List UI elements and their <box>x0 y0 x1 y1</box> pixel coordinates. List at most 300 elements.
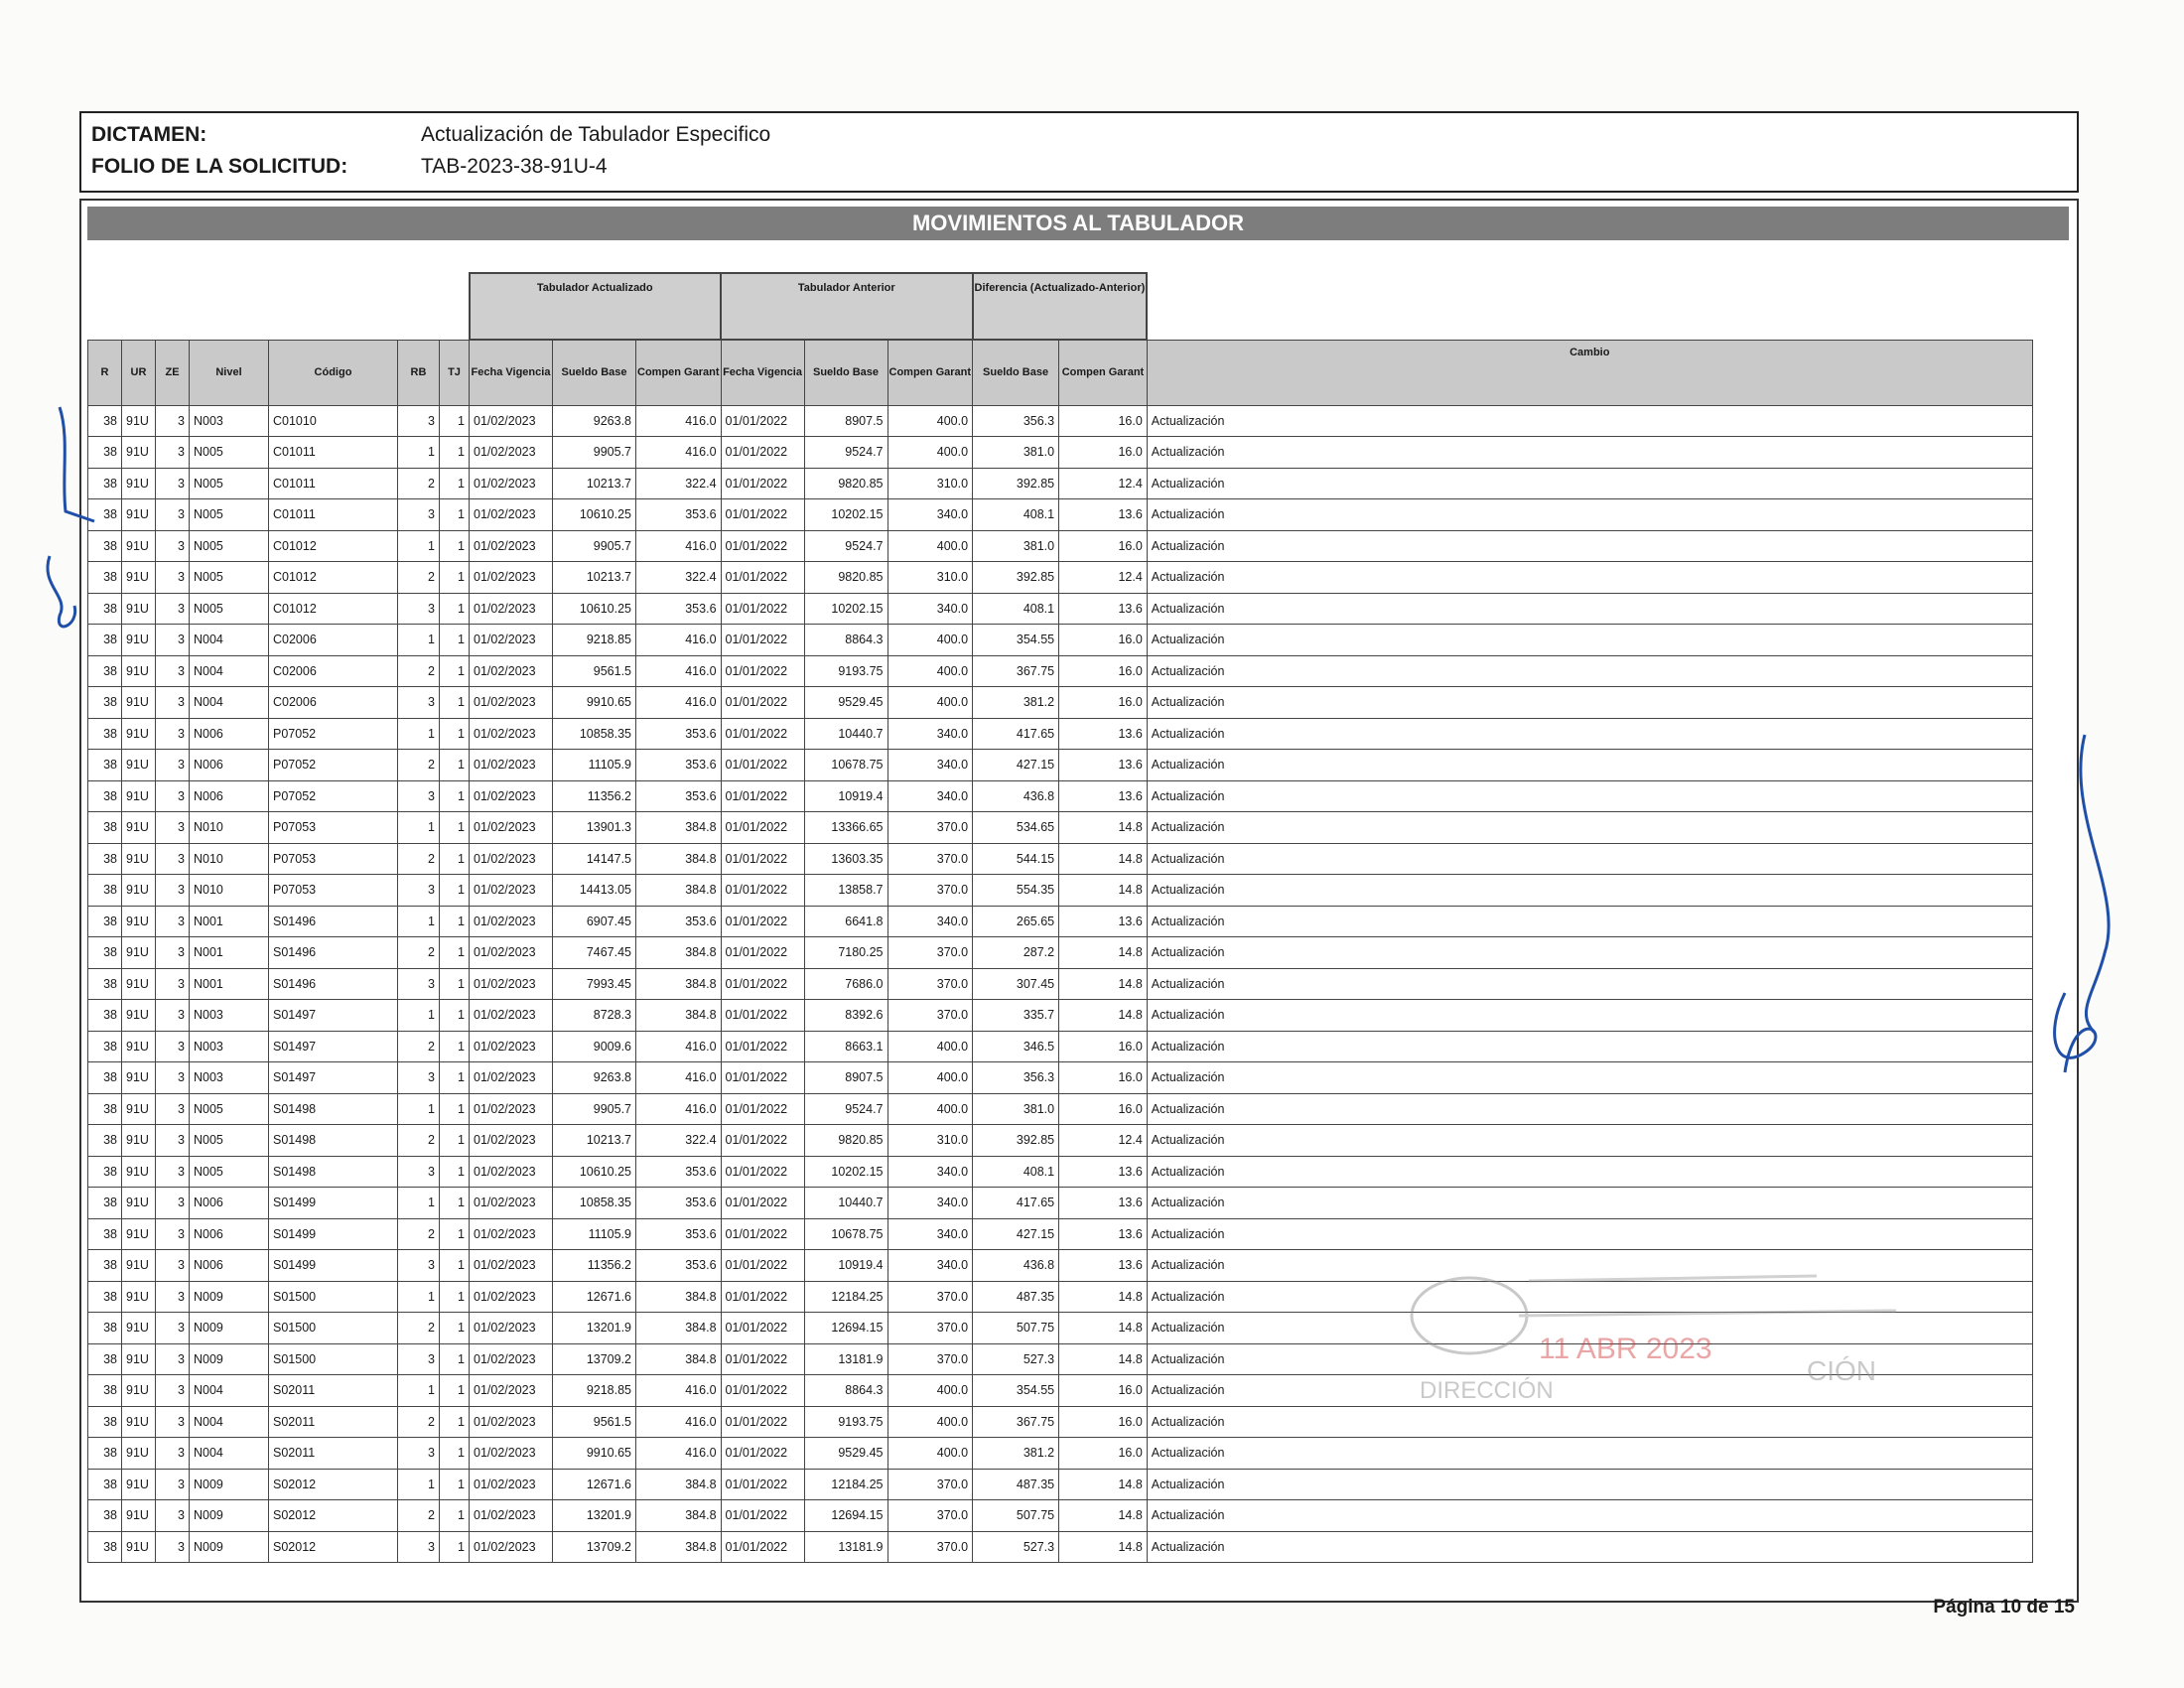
table-cell: S01500 <box>269 1313 398 1344</box>
table-cell: 38 <box>88 843 122 875</box>
table-cell: 507.75 <box>973 1500 1059 1532</box>
table-cell: 6641.8 <box>804 906 887 937</box>
table-cell: 3 <box>398 499 440 531</box>
table-cell: N009 <box>190 1531 269 1563</box>
column-header: R <box>88 340 122 405</box>
table-cell: N005 <box>190 1156 269 1188</box>
table-cell: 01/02/2023 <box>470 1000 553 1032</box>
table-cell: 38 <box>88 1000 122 1032</box>
table-cell: 38 <box>88 593 122 625</box>
column-header: Sueldo Base <box>804 340 887 405</box>
table-cell: 01/02/2023 <box>470 1093 553 1125</box>
table-cell: 367.75 <box>973 655 1059 687</box>
table-cell: 3 <box>156 812 190 844</box>
table-cell: 265.65 <box>973 906 1059 937</box>
table-cell: 3 <box>156 1188 190 1219</box>
table-cell: 2 <box>398 1313 440 1344</box>
table-cell: 2 <box>398 1500 440 1532</box>
table-row <box>88 812 2033 844</box>
table-cell: 3 <box>156 468 190 499</box>
table-cell: 01/02/2023 <box>470 906 553 937</box>
table-cell: 10610.25 <box>553 593 636 625</box>
table-cell: 3 <box>156 780 190 812</box>
table-cell: 16.0 <box>1059 1438 1148 1470</box>
initials-mark-2 <box>48 556 75 627</box>
table-cell: Actualización <box>1147 1406 2032 1438</box>
table-cell: 10202.15 <box>804 499 887 531</box>
table-row <box>88 843 2033 875</box>
table-cell: Actualización <box>1147 499 2032 531</box>
table-cell: 3 <box>156 1375 190 1407</box>
table-cell: 400.0 <box>887 530 973 562</box>
table-cell: 1 <box>440 687 470 719</box>
table-cell: 16.0 <box>1059 625 1148 656</box>
table-cell: 01/01/2022 <box>721 1093 804 1125</box>
table-cell: 8907.5 <box>804 405 887 437</box>
table-cell: 9524.7 <box>804 1093 887 1125</box>
table-row <box>88 1438 2033 1470</box>
table-cell: N009 <box>190 1469 269 1500</box>
table-cell: Actualización <box>1147 812 2032 844</box>
table-cell: 384.8 <box>636 875 722 907</box>
table-cell: 01/01/2022 <box>721 593 804 625</box>
table-cell: Actualización <box>1147 1343 2032 1375</box>
table-cell: 408.1 <box>973 593 1059 625</box>
table-cell: 353.6 <box>636 593 722 625</box>
table-cell: 1 <box>398 1469 440 1500</box>
column-header: Compen Garant <box>636 340 722 405</box>
table-cell: 38 <box>88 1188 122 1219</box>
table-cell: 3 <box>398 1531 440 1563</box>
table-cell: 01/01/2022 <box>721 937 804 969</box>
table-cell: 3 <box>156 655 190 687</box>
table-cell: 16.0 <box>1059 1375 1148 1407</box>
table-cell: 91U <box>122 780 156 812</box>
table-cell: 01/01/2022 <box>721 1000 804 1032</box>
table-cell: 01/02/2023 <box>470 1406 553 1438</box>
table-row <box>88 1093 2033 1125</box>
table-cell: 408.1 <box>973 1156 1059 1188</box>
table-cell: 14.8 <box>1059 1313 1148 1344</box>
table-cell: 3 <box>156 1343 190 1375</box>
table-cell: 8864.3 <box>804 625 887 656</box>
table-cell: 91U <box>122 906 156 937</box>
table-cell: 416.0 <box>636 1062 722 1094</box>
table-cell: 340.0 <box>887 499 973 531</box>
table-cell: 01/02/2023 <box>470 1062 553 1094</box>
table-cell: 13709.2 <box>553 1531 636 1563</box>
table-cell: 384.8 <box>636 937 722 969</box>
table-cell: N005 <box>190 499 269 531</box>
table-cell: 370.0 <box>887 1343 973 1375</box>
table-cell: Actualización <box>1147 593 2032 625</box>
table-cell: N005 <box>190 593 269 625</box>
table-cell: 307.45 <box>973 968 1059 1000</box>
table-cell: N005 <box>190 1125 269 1157</box>
table-cell: 2 <box>398 1031 440 1062</box>
table-cell: 13.6 <box>1059 750 1148 781</box>
table-cell: 3 <box>156 499 190 531</box>
table-cell: 416.0 <box>636 530 722 562</box>
column-header: ZE <box>156 340 190 405</box>
table-cell: S02012 <box>269 1469 398 1500</box>
table-cell: Actualización <box>1147 750 2032 781</box>
table-cell: 13.6 <box>1059 1188 1148 1219</box>
table-cell: 38 <box>88 625 122 656</box>
table-cell: 9524.7 <box>804 437 887 469</box>
table-cell: N005 <box>190 530 269 562</box>
table-cell: 91U <box>122 1062 156 1094</box>
table-cell: 2 <box>398 562 440 594</box>
table-cell: Actualización <box>1147 625 2032 656</box>
table-cell: 1 <box>440 530 470 562</box>
table-cell: 38 <box>88 968 122 1000</box>
table-cell: 1 <box>440 1218 470 1250</box>
table-cell: 416.0 <box>636 1093 722 1125</box>
table-cell: 3 <box>156 593 190 625</box>
table-cell: 322.4 <box>636 468 722 499</box>
table-cell: 14.8 <box>1059 968 1148 1000</box>
table-cell: 3 <box>156 1000 190 1032</box>
table-cell: 38 <box>88 1031 122 1062</box>
table-cell: 2 <box>398 655 440 687</box>
table-cell: 3 <box>398 1156 440 1188</box>
table-cell: 01/02/2023 <box>470 593 553 625</box>
table-cell: 392.85 <box>973 562 1059 594</box>
column-header: Nivel <box>190 340 269 405</box>
table-cell: 10610.25 <box>553 1156 636 1188</box>
table-cell: 3 <box>398 1438 440 1470</box>
group-diferencia: Diferencia (Actualizado-Anterior) <box>973 273 1148 340</box>
table-cell: 38 <box>88 1250 122 1282</box>
table-cell: 38 <box>88 875 122 907</box>
column-header: Cambio <box>1147 340 2032 405</box>
table-cell: 13709.2 <box>553 1343 636 1375</box>
table-cell: 400.0 <box>887 1375 973 1407</box>
table-cell: 1 <box>440 750 470 781</box>
table-cell: 38 <box>88 468 122 499</box>
table-cell: 416.0 <box>636 687 722 719</box>
table-cell: 340.0 <box>887 593 973 625</box>
table-cell: 01/02/2023 <box>470 780 553 812</box>
table-cell: 12.4 <box>1059 468 1148 499</box>
table-cell: 10858.35 <box>553 718 636 750</box>
table-cell: 38 <box>88 530 122 562</box>
table-cell: 16.0 <box>1059 530 1148 562</box>
table-cell: 3 <box>156 1406 190 1438</box>
table-cell: 01/01/2022 <box>721 1438 804 1470</box>
table-cell: Actualización <box>1147 875 2032 907</box>
table-cell: 91U <box>122 812 156 844</box>
table-row <box>88 655 2033 687</box>
table-cell: Actualización <box>1147 1531 2032 1563</box>
table-cell: 287.2 <box>973 937 1059 969</box>
document-header <box>79 111 2079 193</box>
table-cell: 91U <box>122 1313 156 1344</box>
table-cell: 436.8 <box>973 780 1059 812</box>
table-cell: 370.0 <box>887 843 973 875</box>
table-cell: 10919.4 <box>804 780 887 812</box>
table-cell: 01/01/2022 <box>721 1313 804 1344</box>
table-cell: 1 <box>440 562 470 594</box>
table-cell: 1 <box>398 1093 440 1125</box>
table-row <box>88 1188 2033 1219</box>
table-cell: 7467.45 <box>553 937 636 969</box>
table-cell: 38 <box>88 906 122 937</box>
table-cell: 10919.4 <box>804 1250 887 1282</box>
table-cell: Actualización <box>1147 405 2032 437</box>
table-cell: 14147.5 <box>553 843 636 875</box>
table-cell: 01/01/2022 <box>721 1500 804 1532</box>
table-cell: 1 <box>398 1375 440 1407</box>
table-cell: 01/01/2022 <box>721 1125 804 1157</box>
table-cell: 16.0 <box>1059 437 1148 469</box>
table-cell: 487.35 <box>973 1281 1059 1313</box>
table-cell: 10440.7 <box>804 1188 887 1219</box>
table-cell: 370.0 <box>887 1500 973 1532</box>
table-cell: 346.5 <box>973 1031 1059 1062</box>
table-cell: 01/01/2022 <box>721 1375 804 1407</box>
table-cell: 10610.25 <box>553 499 636 531</box>
table-cell: N005 <box>190 562 269 594</box>
table-cell: S01500 <box>269 1281 398 1313</box>
table-cell: N005 <box>190 1093 269 1125</box>
table-cell: Actualización <box>1147 1469 2032 1500</box>
table-cell: 91U <box>122 968 156 1000</box>
table-cell: 384.8 <box>636 1469 722 1500</box>
table-cell: 408.1 <box>973 499 1059 531</box>
table-row <box>88 750 2033 781</box>
table-cell: 01/01/2022 <box>721 437 804 469</box>
table-cell: 10213.7 <box>553 468 636 499</box>
table-cell: 416.0 <box>636 625 722 656</box>
table-cell: N006 <box>190 1218 269 1250</box>
table-cell: 9263.8 <box>553 405 636 437</box>
table-cell: 3 <box>156 625 190 656</box>
table-cell: 9529.45 <box>804 687 887 719</box>
table-cell: 14.8 <box>1059 812 1148 844</box>
table-cell: 353.6 <box>636 1188 722 1219</box>
table-row <box>88 906 2033 937</box>
table-cell: S01496 <box>269 968 398 1000</box>
table-cell: 1 <box>440 1438 470 1470</box>
table-cell: 12.4 <box>1059 562 1148 594</box>
table-cell: C01012 <box>269 562 398 594</box>
table-cell: 1 <box>440 1062 470 1094</box>
table-cell: S01500 <box>269 1343 398 1375</box>
table-cell: 1 <box>440 1531 470 1563</box>
table-cell: 534.65 <box>973 812 1059 844</box>
table-cell: 38 <box>88 1281 122 1313</box>
dictamen-value: Actualización de Tabulador Especifico <box>421 123 771 146</box>
table-cell: 353.6 <box>636 1250 722 1282</box>
table-cell: 3 <box>156 1156 190 1188</box>
table-cell: 14.8 <box>1059 875 1148 907</box>
table-cell: 392.85 <box>973 468 1059 499</box>
table-cell: 01/02/2023 <box>470 625 553 656</box>
table-cell: N003 <box>190 1000 269 1032</box>
table-cell: 353.6 <box>636 499 722 531</box>
table-cell: 01/02/2023 <box>470 1281 553 1313</box>
table-cell: 427.15 <box>973 1218 1059 1250</box>
table-cell: 01/02/2023 <box>470 1343 553 1375</box>
table-cell: 01/01/2022 <box>721 968 804 1000</box>
table-cell: 416.0 <box>636 1031 722 1062</box>
table-cell: 416.0 <box>636 437 722 469</box>
table-cell: 3 <box>398 1062 440 1094</box>
table-cell: 9218.85 <box>553 625 636 656</box>
table-cell: Actualización <box>1147 1125 2032 1157</box>
table-cell: 01/01/2022 <box>721 843 804 875</box>
dictamen-label: DICTAMEN: <box>91 123 207 146</box>
table-cell: 38 <box>88 499 122 531</box>
table-cell: 01/01/2022 <box>721 780 804 812</box>
table-cell: S01498 <box>269 1156 398 1188</box>
table-cell: Actualización <box>1147 1156 2032 1188</box>
table-cell: Actualización <box>1147 562 2032 594</box>
table-cell: 9910.65 <box>553 1438 636 1470</box>
table-cell: 3 <box>156 1031 190 1062</box>
table-cell: 340.0 <box>887 1218 973 1250</box>
table-row <box>88 1156 2033 1188</box>
table-cell: 340.0 <box>887 1188 973 1219</box>
table-cell: 9910.65 <box>553 687 636 719</box>
table-cell: 01/02/2023 <box>470 1469 553 1500</box>
table-cell: 38 <box>88 1343 122 1375</box>
table-cell: 384.8 <box>636 1000 722 1032</box>
table-cell: 1 <box>440 1093 470 1125</box>
table-cell: C01012 <box>269 593 398 625</box>
table-cell: C01011 <box>269 437 398 469</box>
table-cell: 3 <box>156 718 190 750</box>
table-cell: Actualización <box>1147 1062 2032 1094</box>
table-cell: 3 <box>156 437 190 469</box>
table-cell: 1 <box>440 405 470 437</box>
table-cell: 12671.6 <box>553 1281 636 1313</box>
table-cell: 91U <box>122 1125 156 1157</box>
table-cell: 1 <box>440 1156 470 1188</box>
table-cell: 7686.0 <box>804 968 887 1000</box>
table-cell: 1 <box>440 1343 470 1375</box>
table-cell: 1 <box>440 1313 470 1344</box>
table-cell: 3 <box>156 1062 190 1094</box>
table-cell: 13901.3 <box>553 812 636 844</box>
table-row <box>88 562 2033 594</box>
table-row <box>88 405 2033 437</box>
table-cell: 381.2 <box>973 1438 1059 1470</box>
column-header: TJ <box>440 340 470 405</box>
table-cell: 38 <box>88 1531 122 1563</box>
table-cell: 381.2 <box>973 687 1059 719</box>
table-cell: 91U <box>122 718 156 750</box>
folio-value: TAB-2023-38-91U-4 <box>421 155 608 178</box>
table-cell: 91U <box>122 1000 156 1032</box>
table-cell: 91U <box>122 593 156 625</box>
table-cell: C01012 <box>269 530 398 562</box>
table-cell: 310.0 <box>887 1125 973 1157</box>
table-cell: 370.0 <box>887 937 973 969</box>
table-cell: 91U <box>122 1406 156 1438</box>
table-cell: 01/02/2023 <box>470 405 553 437</box>
table-cell: 12.4 <box>1059 1125 1148 1157</box>
table-cell: 9524.7 <box>804 530 887 562</box>
table-cell: 1 <box>440 437 470 469</box>
table-cell: N003 <box>190 1062 269 1094</box>
table-cell: 310.0 <box>887 562 973 594</box>
group-anterior: Tabulador Anterior <box>721 273 973 340</box>
table-cell: 416.0 <box>636 655 722 687</box>
table-cell: 01/02/2023 <box>470 1188 553 1219</box>
table-cell: 487.35 <box>973 1469 1059 1500</box>
table-cell: 353.6 <box>636 906 722 937</box>
table-cell: 2 <box>398 843 440 875</box>
table-cell: N010 <box>190 812 269 844</box>
table-cell: 1 <box>440 780 470 812</box>
table-cell: 340.0 <box>887 780 973 812</box>
table-cell: 3 <box>156 687 190 719</box>
table-cell: 1 <box>440 468 470 499</box>
table-cell: 01/01/2022 <box>721 906 804 937</box>
table-cell: 1 <box>440 1188 470 1219</box>
table-cell: N009 <box>190 1313 269 1344</box>
table-cell: N004 <box>190 625 269 656</box>
table-cell: Actualización <box>1147 1218 2032 1250</box>
table-cell: 3 <box>398 405 440 437</box>
table-cell: 38 <box>88 812 122 844</box>
table-cell: S02012 <box>269 1500 398 1532</box>
table-row <box>88 1031 2033 1062</box>
table-cell: 9193.75 <box>804 1406 887 1438</box>
table-cell: 400.0 <box>887 1438 973 1470</box>
table-cell: 01/01/2022 <box>721 1250 804 1282</box>
table-cell: 01/01/2022 <box>721 1469 804 1500</box>
table-cell: 9820.85 <box>804 468 887 499</box>
table-cell: N009 <box>190 1343 269 1375</box>
table-cell: 10440.7 <box>804 718 887 750</box>
table-cell: 16.0 <box>1059 1093 1148 1125</box>
table-cell: N001 <box>190 968 269 1000</box>
table-cell: 38 <box>88 780 122 812</box>
table-cell: 01/02/2023 <box>470 875 553 907</box>
table-cell: 353.6 <box>636 718 722 750</box>
table-cell: 1 <box>398 906 440 937</box>
table-cell: 38 <box>88 1125 122 1157</box>
table-cell: 1 <box>398 1188 440 1219</box>
table-cell: 370.0 <box>887 1313 973 1344</box>
table-cell: N009 <box>190 1500 269 1532</box>
table-cell: 3 <box>156 1500 190 1532</box>
table-cell: 01/01/2022 <box>721 1218 804 1250</box>
table-cell: 01/01/2022 <box>721 687 804 719</box>
table-cell: 01/02/2023 <box>470 562 553 594</box>
table-cell: 91U <box>122 499 156 531</box>
table-cell: P07052 <box>269 780 398 812</box>
table-cell: 01/01/2022 <box>721 655 804 687</box>
table-cell: Actualización <box>1147 687 2032 719</box>
table-cell: 1 <box>398 625 440 656</box>
table-cell: S01498 <box>269 1125 398 1157</box>
table-cell: 01/02/2023 <box>470 1500 553 1532</box>
table-cell: 91U <box>122 875 156 907</box>
table-cell: 12184.25 <box>804 1281 887 1313</box>
table-cell: C01011 <box>269 499 398 531</box>
table-cell: N004 <box>190 1438 269 1470</box>
table-cell: 2 <box>398 750 440 781</box>
table-cell: 1 <box>440 812 470 844</box>
table-cell: 10213.7 <box>553 562 636 594</box>
table-cell: 16.0 <box>1059 655 1148 687</box>
table-cell: 91U <box>122 1375 156 1407</box>
